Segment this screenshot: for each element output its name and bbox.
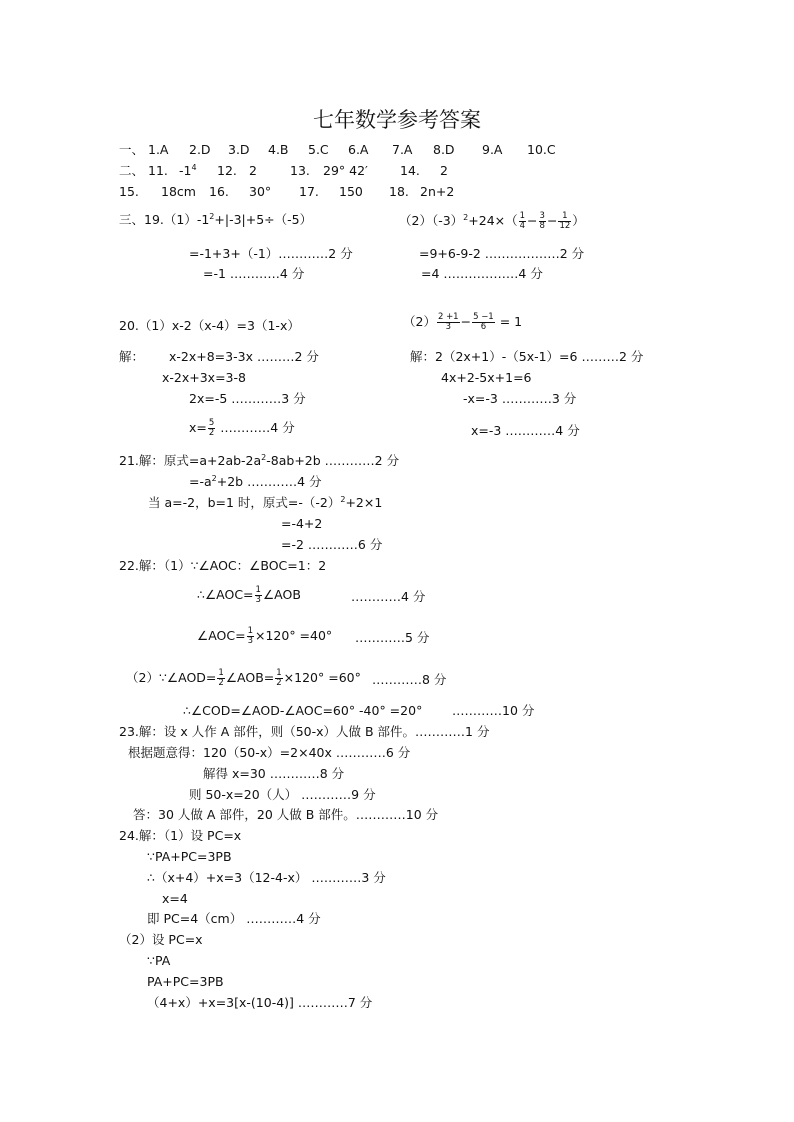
- q23-line3: 解得 x=30 …………8 分: [203, 766, 345, 781]
- section-2-label: 二、: [119, 163, 145, 178]
- q15-answer: 18cm: [161, 184, 196, 199]
- q24-line5: 即 PC=4（cm） …………4 分: [147, 911, 321, 926]
- q20-part1-step2: x-2x+3x=3-8: [162, 370, 246, 385]
- q17-answer: 150: [339, 184, 363, 199]
- q19-part1-step1: =-1+3+（-1）…………2 分: [189, 246, 353, 261]
- q22-line4-score: …………8 分: [372, 672, 447, 687]
- q22-line2: ∴∠AOC= $\frac{1}{3}$ ∠AOB: [197, 585, 301, 605]
- q21-line5: =-2 …………6 分: [281, 537, 383, 552]
- q23-line1: 23.解：设 x 人作 A 部件，则（50-x）人做 B 部件。…………1 分: [119, 724, 490, 739]
- q17-number: 17.: [299, 184, 319, 199]
- q24-line9: （4+x）+x=3[x-(10-4)] …………7 分: [147, 995, 373, 1010]
- answer-7: 7.A: [392, 142, 413, 157]
- q24-line4: x=4: [162, 891, 188, 906]
- q19-part2-expression: $(2)(-3)^2+24\times$（ $\frac{1}{4}$ − $\frac{3}{8}$ − $\frac{1}{12}$ ）: [399, 211, 585, 231]
- q22-line5-score: …………10 分: [452, 703, 535, 718]
- q20-part2-step1: 解：2（2x+1）-（5x-1）=6 ………2 分: [410, 349, 644, 364]
- answer-6: 6.A: [348, 142, 369, 157]
- q20-part1-solution-label: 解：: [119, 349, 145, 364]
- q22-line3: ∠AOC= $\frac{1}{3}$ ×120° =40°: [197, 626, 333, 646]
- q18-answer: 2n+2: [420, 184, 455, 199]
- q15-number: 15.: [119, 184, 139, 199]
- q14-number: 14.: [400, 163, 420, 178]
- q24-line6: （2）设 PC=x: [119, 932, 203, 947]
- q22-line3-score: …………5 分: [355, 630, 430, 645]
- answer-1: 1.A: [148, 142, 169, 157]
- q21-line2: $=-a^2+2b$ …………4 分: [189, 473, 322, 489]
- q19-part1-step2: =-1 …………4 分: [203, 266, 305, 281]
- q18-number: 18.: [389, 184, 409, 199]
- q20-part1-step3: 2x=-5 …………3 分: [189, 391, 306, 406]
- q22-line1: 22.解：（1）∵∠AOC：∠BOC=1：2: [119, 558, 327, 573]
- q20-part2-step4: x=-3 …………4 分: [471, 423, 580, 438]
- q11-number: 11.: [148, 163, 168, 178]
- q11-answer: $-1^4$: [179, 162, 197, 178]
- answer-10: 10.C: [527, 142, 556, 157]
- q16-answer: 30°: [249, 184, 272, 199]
- q13-answer: 29° 42′: [323, 163, 368, 178]
- q24-line1: 24.解：（1）设 PC=x: [119, 828, 242, 843]
- q14-answer: 2: [440, 163, 448, 178]
- q12-answer: 2: [249, 163, 257, 178]
- q19-part2-step1: =9+6-9-2 ………………2 分: [419, 246, 585, 261]
- q22-line2-score: …………4 分: [351, 589, 426, 604]
- q24-line7: ∵PA: [147, 953, 171, 968]
- q16-number: 16.: [209, 184, 229, 199]
- answer-8: 8.D: [433, 142, 455, 157]
- section-1-label: 一、: [119, 142, 145, 157]
- answer-3: 3.D: [228, 142, 250, 157]
- q23-line5: 答：30 人做 A 部件，20 人做 B 部件。…………10 分: [133, 807, 439, 822]
- q13-number: 13.: [290, 163, 310, 178]
- answer-2: 2.D: [189, 142, 211, 157]
- q24-line8: PA+PC=3PB: [147, 974, 224, 989]
- q21-line3: 当 a=-2，b=1 时，原式$=-(-2)^2+2\times 1$: [148, 494, 383, 510]
- q22-line4: （2）∵∠AOD= $\frac{1}{2}$ ∠AOB= $\frac{1}{2}$ ×120° =60°: [126, 668, 361, 688]
- q21-line4: =-4+2: [281, 516, 323, 531]
- answer-5: 5.C: [308, 142, 329, 157]
- q20-part1-equation: 20.（1）x-2（x-4）=3（1-x）: [119, 318, 300, 333]
- q20-part2-equation: （2） $\frac{2 +1}{3}$ − $\frac{5 -1}{6}$ = 1: [403, 312, 523, 332]
- answer-9: 9.A: [482, 142, 503, 157]
- q22-line5: ∴∠COD=∠AOD-∠AOC=60° -40° =20°: [183, 703, 423, 718]
- answer-4: 4.B: [268, 142, 289, 157]
- q21-line1: 21.解：原式$=a+2ab-2a^2-8ab+2b$ …………2 分: [119, 452, 400, 468]
- q24-line3: ∴（x+4）+x=3（12-4-x） …………3 分: [147, 870, 386, 885]
- q19-part1-expression: 三、$19.(1)-1^2+|-3|+5\div(-5)$: [119, 211, 313, 227]
- q23-line2: 根据题意得：120（50-x）=2×40x …………6 分: [128, 745, 411, 760]
- q20-part2-step2: 4x+2-5x+1=6: [441, 370, 532, 385]
- q20-part1-step4: x= $\frac{5}{2}$ …………4 分: [189, 418, 295, 438]
- q20-part2-step3: -x=-3 …………3 分: [463, 391, 577, 406]
- q20-part1-step1: x-2x+8=3-3x ………2 分: [169, 349, 319, 364]
- q19-part2-step2: =4 ………………4 分: [421, 266, 543, 281]
- q23-line4: 则 50-x=20（人） …………9 分: [189, 787, 376, 802]
- page-title: 七年数学参考答案: [313, 108, 481, 132]
- q12-number: 12.: [217, 163, 237, 178]
- q24-line2: ∵PA+PC=3PB: [147, 849, 232, 864]
